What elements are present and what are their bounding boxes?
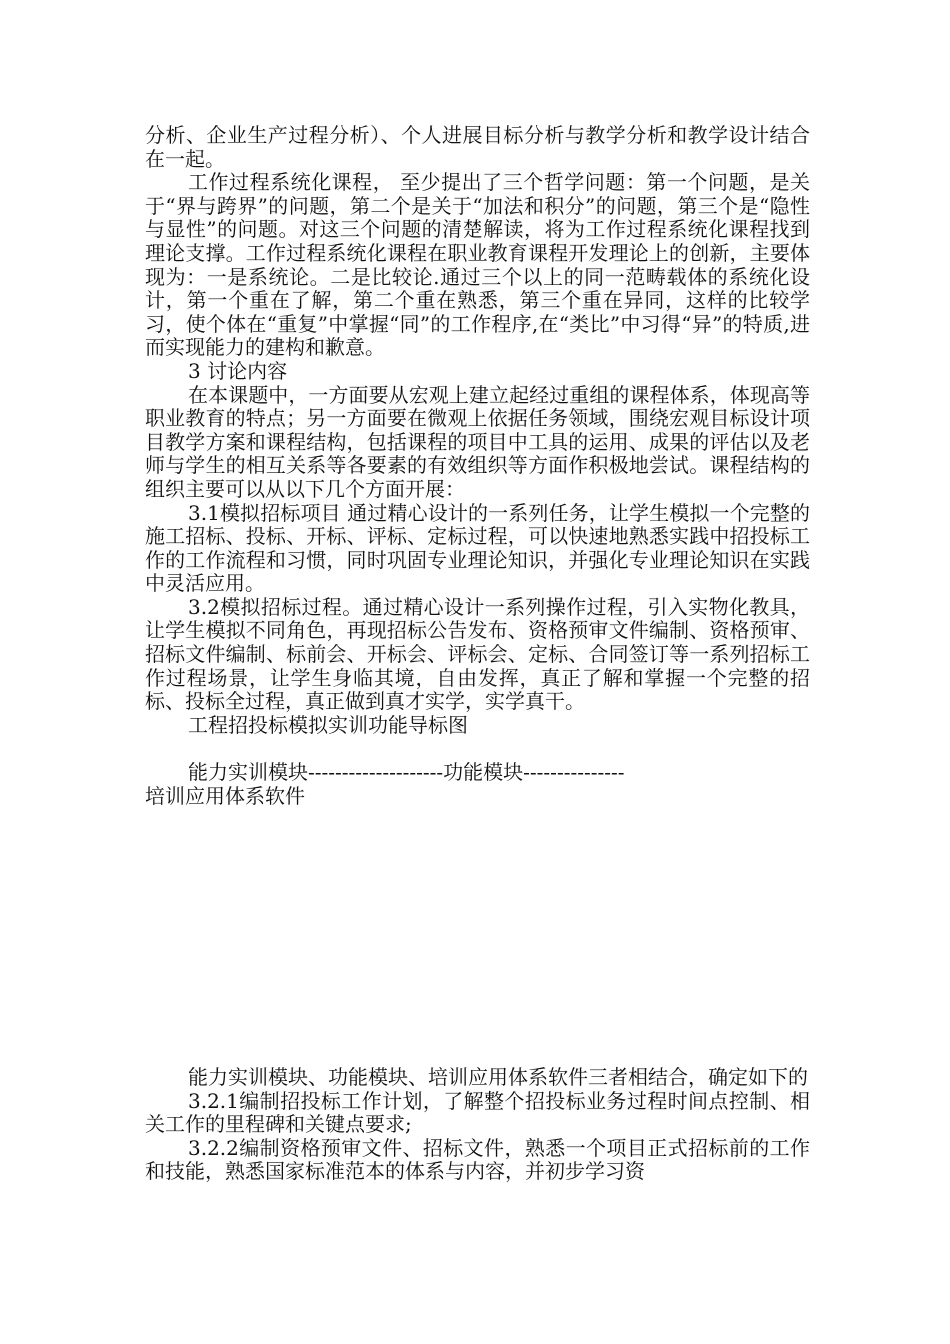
figure-caption: 工程招投标模拟实训功能导标图 (188, 712, 468, 737)
paragraph-continuation: 分析、企业生产过程分析）、个人进展目标分析与教学分析和教学设计结合在一起。 (145, 123, 810, 171)
paragraph-3-2: 3.2模拟招标过程。通过精心设计一系列操作过程，引入实物化教具，让学生模拟不同角色，再现招标公告发布、资格预审文件编制、资格预审、招标文件编制、标前会、开标会、评标会、定标、合同签订等一系列招标工作过程场景，让学生身临其境，自由发挥，真正了解和掌握一个完整的招标、投标全过程，真正做到真才实学，实学真干。 (145, 594, 810, 714)
paragraph-3-2-1: 3.2.1编制招投标工作计划，了解整个招投标业务过程时间点控制、相关工作的里程碑和关键点要求; (145, 1088, 810, 1137)
paragraph-3-1: 3.1模拟招标项目 通过精心设计的一系列任务，让学生模拟一个完整的施工招标、投标、开标、评标、定标过程，可以快速地熟悉实践中招投标工作的工作流程和习惯，同时巩固专业理论知识，并强化专业理论知识在实践中灵活应用。 (145, 500, 810, 596)
text-block-bottom (145, 1066, 810, 1184)
spacer (145, 737, 810, 761)
flow-line-2: 培训应用体系软件 (145, 784, 305, 809)
flow-line-1: 能力实训模块--------------------功能模块--------------- (188, 760, 625, 785)
paragraph-combination: 能力实训模块、功能模块、培训应用体系软件三者相结合，确定如下的 (188, 1065, 808, 1089)
text-block-top (145, 124, 810, 809)
paragraph-philosophy: 工作过程系统化课程， 至少提出了三个哲学问题：第一个问题，是关于“界与跨界”的问题，第二个是关于“加法和积分”的问题，第三个是“隐性与显性”的问题。对这三个问题的清楚解读，将为工作过程系统化课程找到理论支撑。工作过程系统化课程在职业教育课程开发理论上的创新，主要体现为：一是系统论。二是比较论.通过三个以上的同一范畴载体的系统化设计，第一个重在了解，第二个重在熟悉，第三个重在异同，这样的比较学习，使个体在“重复”中掌握“同”的工作程序,在“类比”中习得“异”的特质,进而实现能力的建构和歉意。 (145, 170, 810, 360)
section-heading-3: 3 讨论内容 (188, 358, 288, 383)
paragraph-topic: 在本课题中，一方面要从宏观上建立起经过重组的课程体系，体现高等职业教育的特点；另一方面要在微观上依据任务领域，围绕宏观目标设计项目教学方案和课程结构，包括课程的项目中工具的运用、成果的评估以及老师与学生的相互关系等各要素的有效组织等方面作积极地尝试。课程结构的组织主要可以从以下几个方面开展： (145, 382, 810, 501)
paragraph-3-2-2: 3.2.2编制资格预审文件、招标文件，熟悉一个项目正式招标前的工作和技能，熟悉国家标准范本的体系与内容，并初步学习资 (145, 1135, 810, 1184)
